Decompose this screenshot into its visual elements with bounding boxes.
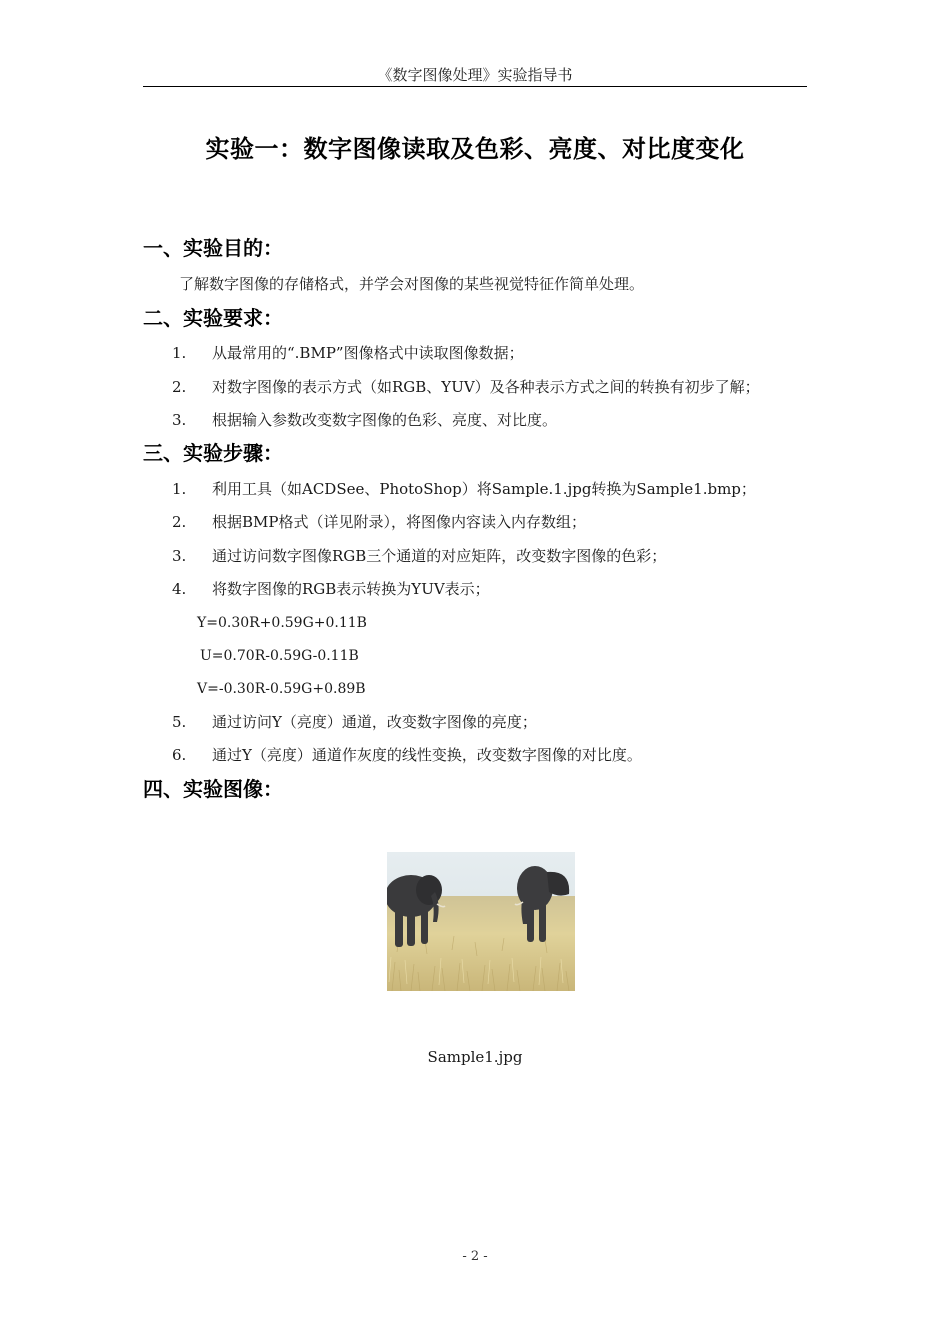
step-item (172, 711, 537, 733)
list-text: 通过访问Y（亮度）通道，改变数字图像的亮度； (212, 713, 537, 731)
requirement-item (172, 376, 760, 398)
list-number: 5. (172, 713, 187, 731)
page-number: - 2 - (462, 1249, 488, 1264)
list-text: 根据BMP格式（详见附录），将图像内容读入内存数组； (212, 513, 586, 531)
requirement-item (172, 409, 557, 431)
list-text: 根据输入参数改变数字图像的色彩、亮度、对比度。 (212, 411, 558, 429)
list-number: 2. (172, 378, 187, 396)
list-number: 1. (172, 344, 187, 362)
list-text: 从最常用的“.BMP”图像格式中读取图像数据； (212, 344, 524, 362)
section-heading-purpose: 一、实验目的： (143, 236, 283, 260)
formula-y: Y=0.30R+0.59G+0.11B (197, 615, 367, 631)
step-item (172, 545, 666, 567)
formula-v: V=-0.30R-0.59G+0.89B (197, 681, 366, 697)
list-number: 3. (172, 547, 187, 565)
document-title: 实验一：数字图像读取及色彩、亮度、对比度变化 (205, 135, 745, 163)
list-text: 对数字图像的表示方式（如RGB、YUV）及各种表示方式之间的转换有初步了解； (212, 378, 760, 396)
header-divider (143, 86, 807, 87)
list-number: 1. (172, 480, 187, 498)
sample-image (387, 852, 575, 991)
list-text: 通过Y（亮度）通道作灰度的线性变换，改变数字图像的对比度。 (212, 746, 642, 764)
list-text: 将数字图像的RGB表示转换为YUV表示； (212, 580, 490, 598)
step-item (172, 478, 756, 500)
purpose-text: 了解数字图像的存储格式，并学会对图像的某些视觉特征作简单处理。 (179, 275, 645, 293)
step-item (172, 578, 490, 600)
formula-u: U=0.70R-0.59G-0.11B (200, 648, 359, 664)
section-heading-requirements: 二、实验要求： (143, 306, 283, 330)
list-text: 利用工具（如ACDSee、PhotoShop）将Sample.1.jpg转换为Sample1.bmp； (212, 480, 756, 498)
list-number: 3. (172, 411, 187, 429)
step-item (172, 744, 642, 766)
section-heading-steps: 三、实验步骤： (143, 441, 283, 465)
elephants-photo (387, 852, 575, 991)
list-text: 通过访问数字图像RGB三个通道的对应矩阵，改变数字图像的色彩； (212, 547, 667, 565)
image-caption: Sample1.jpg (427, 1048, 523, 1066)
running-header: 《数字图像处理》实验指导书 (377, 66, 573, 84)
list-number: 6. (172, 746, 187, 764)
list-number: 2. (172, 513, 187, 531)
section-heading-image: 四、实验图像： (143, 777, 283, 801)
requirement-item (172, 342, 524, 364)
list-number: 4. (172, 580, 187, 598)
step-item (172, 511, 586, 533)
